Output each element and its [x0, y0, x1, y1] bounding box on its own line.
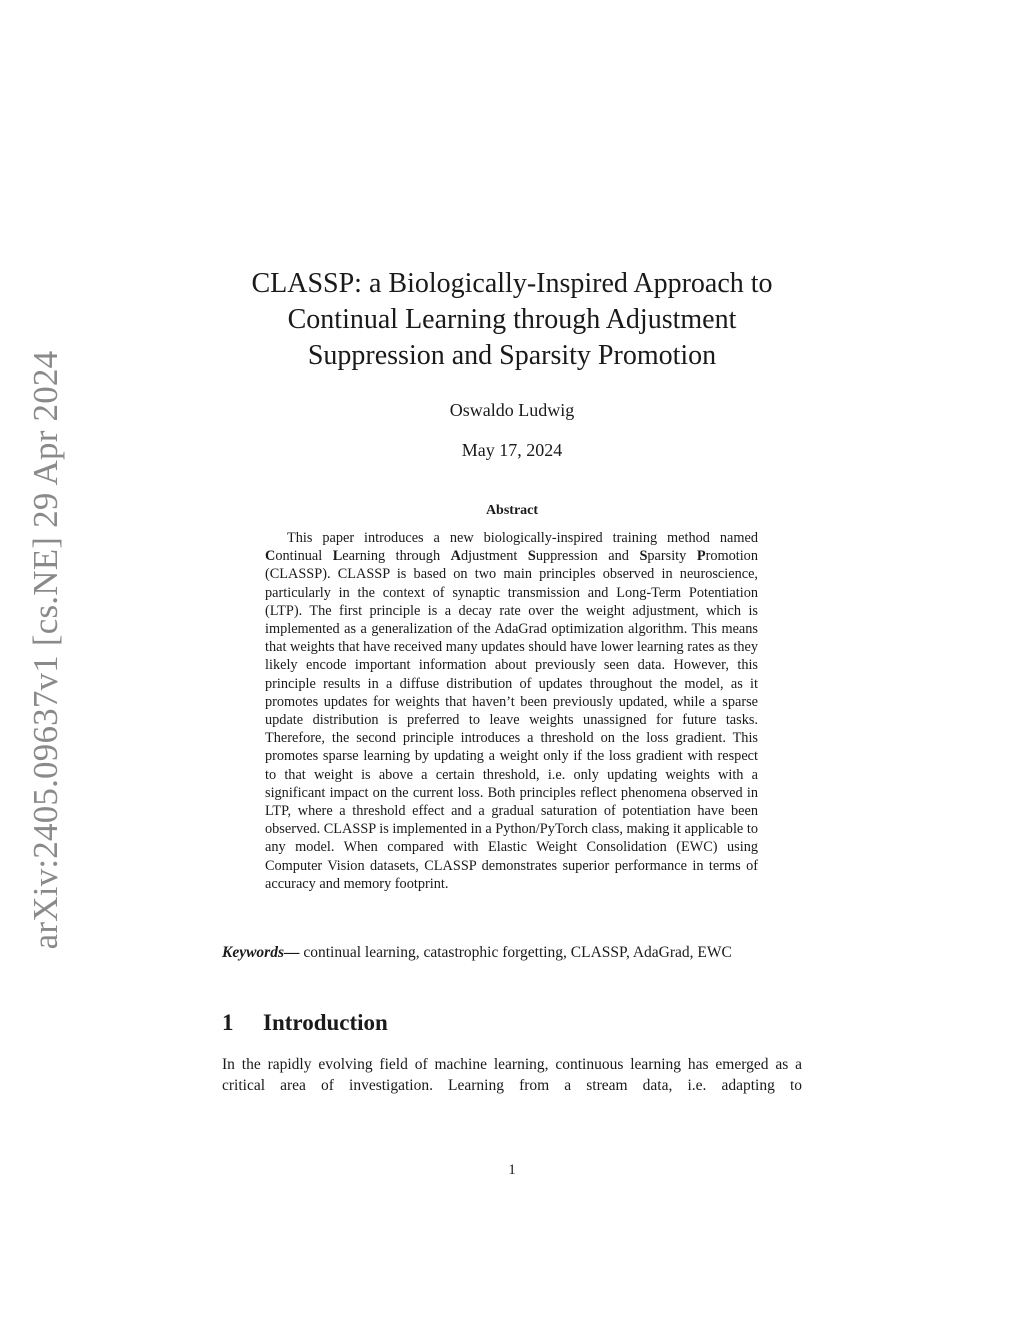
acronym-letter: L	[332, 548, 343, 565]
title-line: Continual Learning through Adjustment	[287, 304, 737, 335]
section-number: 1	[222, 1010, 234, 1035]
keywords	[222, 942, 800, 963]
intro-paragraph: In the rapidly evolving field of machine learning, continuous learning has emerged as a critical area of investigation. Learning from a stream data, i.e. adapting to	[222, 1056, 802, 1094]
publication-date: May 17, 2024	[461, 440, 563, 460]
keywords-list: continual learning, catastrophic forgetting, CLASSP, AdaGrad, EWC	[299, 944, 732, 961]
acronym-word: romotion	[705, 548, 758, 565]
abstract-heading: Abstract	[485, 503, 539, 518]
acronym-word: uppression and	[535, 548, 640, 565]
author-name: Oswaldo Ludwig	[449, 400, 575, 420]
abstract-text	[265, 529, 758, 893]
section-title: Introduction	[263, 1010, 388, 1035]
acronym-letter: S	[639, 548, 648, 565]
keywords-label: Keywords—	[222, 944, 300, 961]
arxiv-identifier-stamp: arXiv:2405.09637v1 [cs.NE] 29 Apr 2024	[26, 350, 65, 950]
section-heading	[222, 1010, 388, 1036]
acronym-word: djustment	[460, 548, 528, 565]
abstract-intro: This paper introduces a new biologically-inspired training method named	[287, 530, 758, 546]
acronym-word: ontinual	[275, 548, 333, 565]
paper-title	[222, 266, 802, 374]
acronym-word: parsity	[647, 548, 697, 565]
acronym-letter: P	[696, 548, 706, 565]
acronym-letter: C	[265, 548, 276, 565]
acronym-letter: S	[527, 548, 536, 565]
title-line: Suppression and Sparsity Promotion	[307, 340, 717, 371]
acronym-letter: A	[450, 548, 461, 565]
acronym-word: earning through	[342, 548, 451, 565]
page-number: 1	[508, 1162, 516, 1178]
abstract-body: (CLASSP). CLASSP is based on two main principles observed in neuroscience, particularly in the context of synaptic transmission and Long-Term Potentiation (LTP). The first principle is a decay rate over the weight adjustment, which is implemented as a generalization of the AdaGrad optimization algorithm. This means that weights that have received many updates should have lower learning rates as they likely encode important information about previously seen data. However, this principle results in a diffuse distribution of updates throughout the model, as it promotes updates for weights that haven’t been previously updated, while a sparse update distribution is preferred to leave weights unassigned for future tasks. Therefore, the second principle introduces a threshold on the loss gradient. This promotes sparse learning by updating a weight only if the loss gradient with respect to that weight is above a certain threshold, i.e. only updating weights with a significant impact on the current loss. Both principles reflect phenomena observed in LTP, where a threshold effect and a gradual saturation of potentiation have been observed. CLASSP is implemented in a Python/PyTorch class, making it applicable to any model. When compared with Elastic Weight Consolidation (EWC) using Computer Vision datasets, CLASSP demonstrates superior performance in terms of accuracy and memory footprint.	[265, 566, 758, 892]
title-line: CLASSP: a Biologically-Inspired Approach to	[251, 268, 773, 299]
